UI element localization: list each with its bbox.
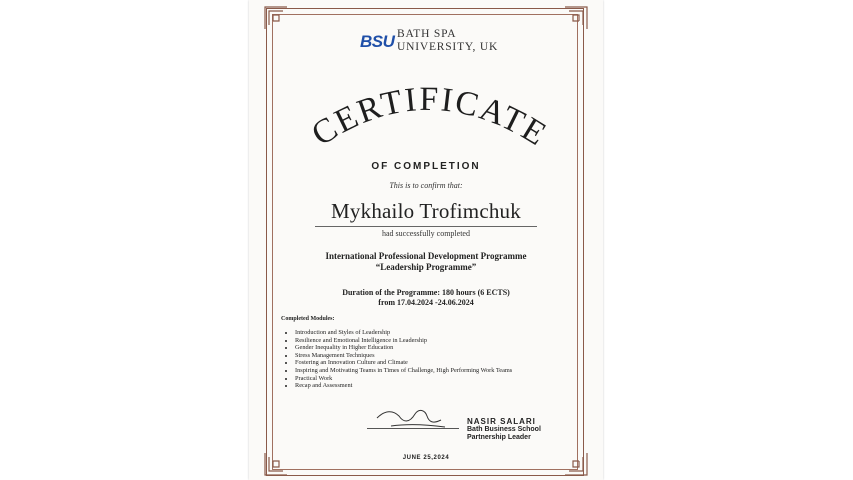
certificate-title-text: CERTIFICATE [305,80,554,154]
module-item: • Introduction and Styles of Leadership [295,329,512,337]
programme-line1: International Professional Development Programme [325,251,527,261]
university-name-line1: BATH SPA [397,28,457,40]
modules-title: Completed Modules: [281,316,335,322]
signer-role: Partnership Leader [467,434,531,441]
signer-org: Bath Business School [467,426,541,433]
module-item: • Practical Work [295,375,512,383]
completion-text: had successfully completed [382,229,470,238]
certificate-title [305,81,553,154]
recipient-name: Mykhailo Trofimchuk [331,199,521,223]
confirm-text: This is to confirm that: [389,181,463,190]
duration-line1: Duration of the Programme: 180 hours (6 ECTS) [342,288,510,297]
recipient-underline [315,226,537,227]
signer-name: NASIR SALARI [467,417,536,426]
module-item: • Inspiring and Motivating Teams in Times of Challenge, High Performing Work Teams [295,367,512,375]
university-logo: BSU [360,32,395,51]
university-name-line2: UNIVERSITY, UK [397,41,499,53]
module-item: • Gender Inequality in Higher Education [295,344,512,352]
module-item: • Fostering an Innovation Culture and Climate [295,359,512,367]
signer-block [467,418,541,442]
module-item: • Stress Management Techniques [295,352,512,360]
certificate-paper [249,0,603,480]
signature-line [367,428,459,429]
module-item: • Resilience and Emotional Intelligence in Leadership [295,337,512,345]
programme-title [249,251,603,273]
programme-duration [249,288,603,308]
programme-line2: “Leadership Programme” [375,262,477,272]
certificate-subtitle: OF COMPLETION [371,161,481,172]
module-item: • Recap and Assessment [295,382,512,390]
certificate-date: JUNE 25,2024 [402,455,450,461]
modules-list [287,329,512,390]
duration-line2: from 17.04.2024 -24.06.2024 [378,298,474,307]
